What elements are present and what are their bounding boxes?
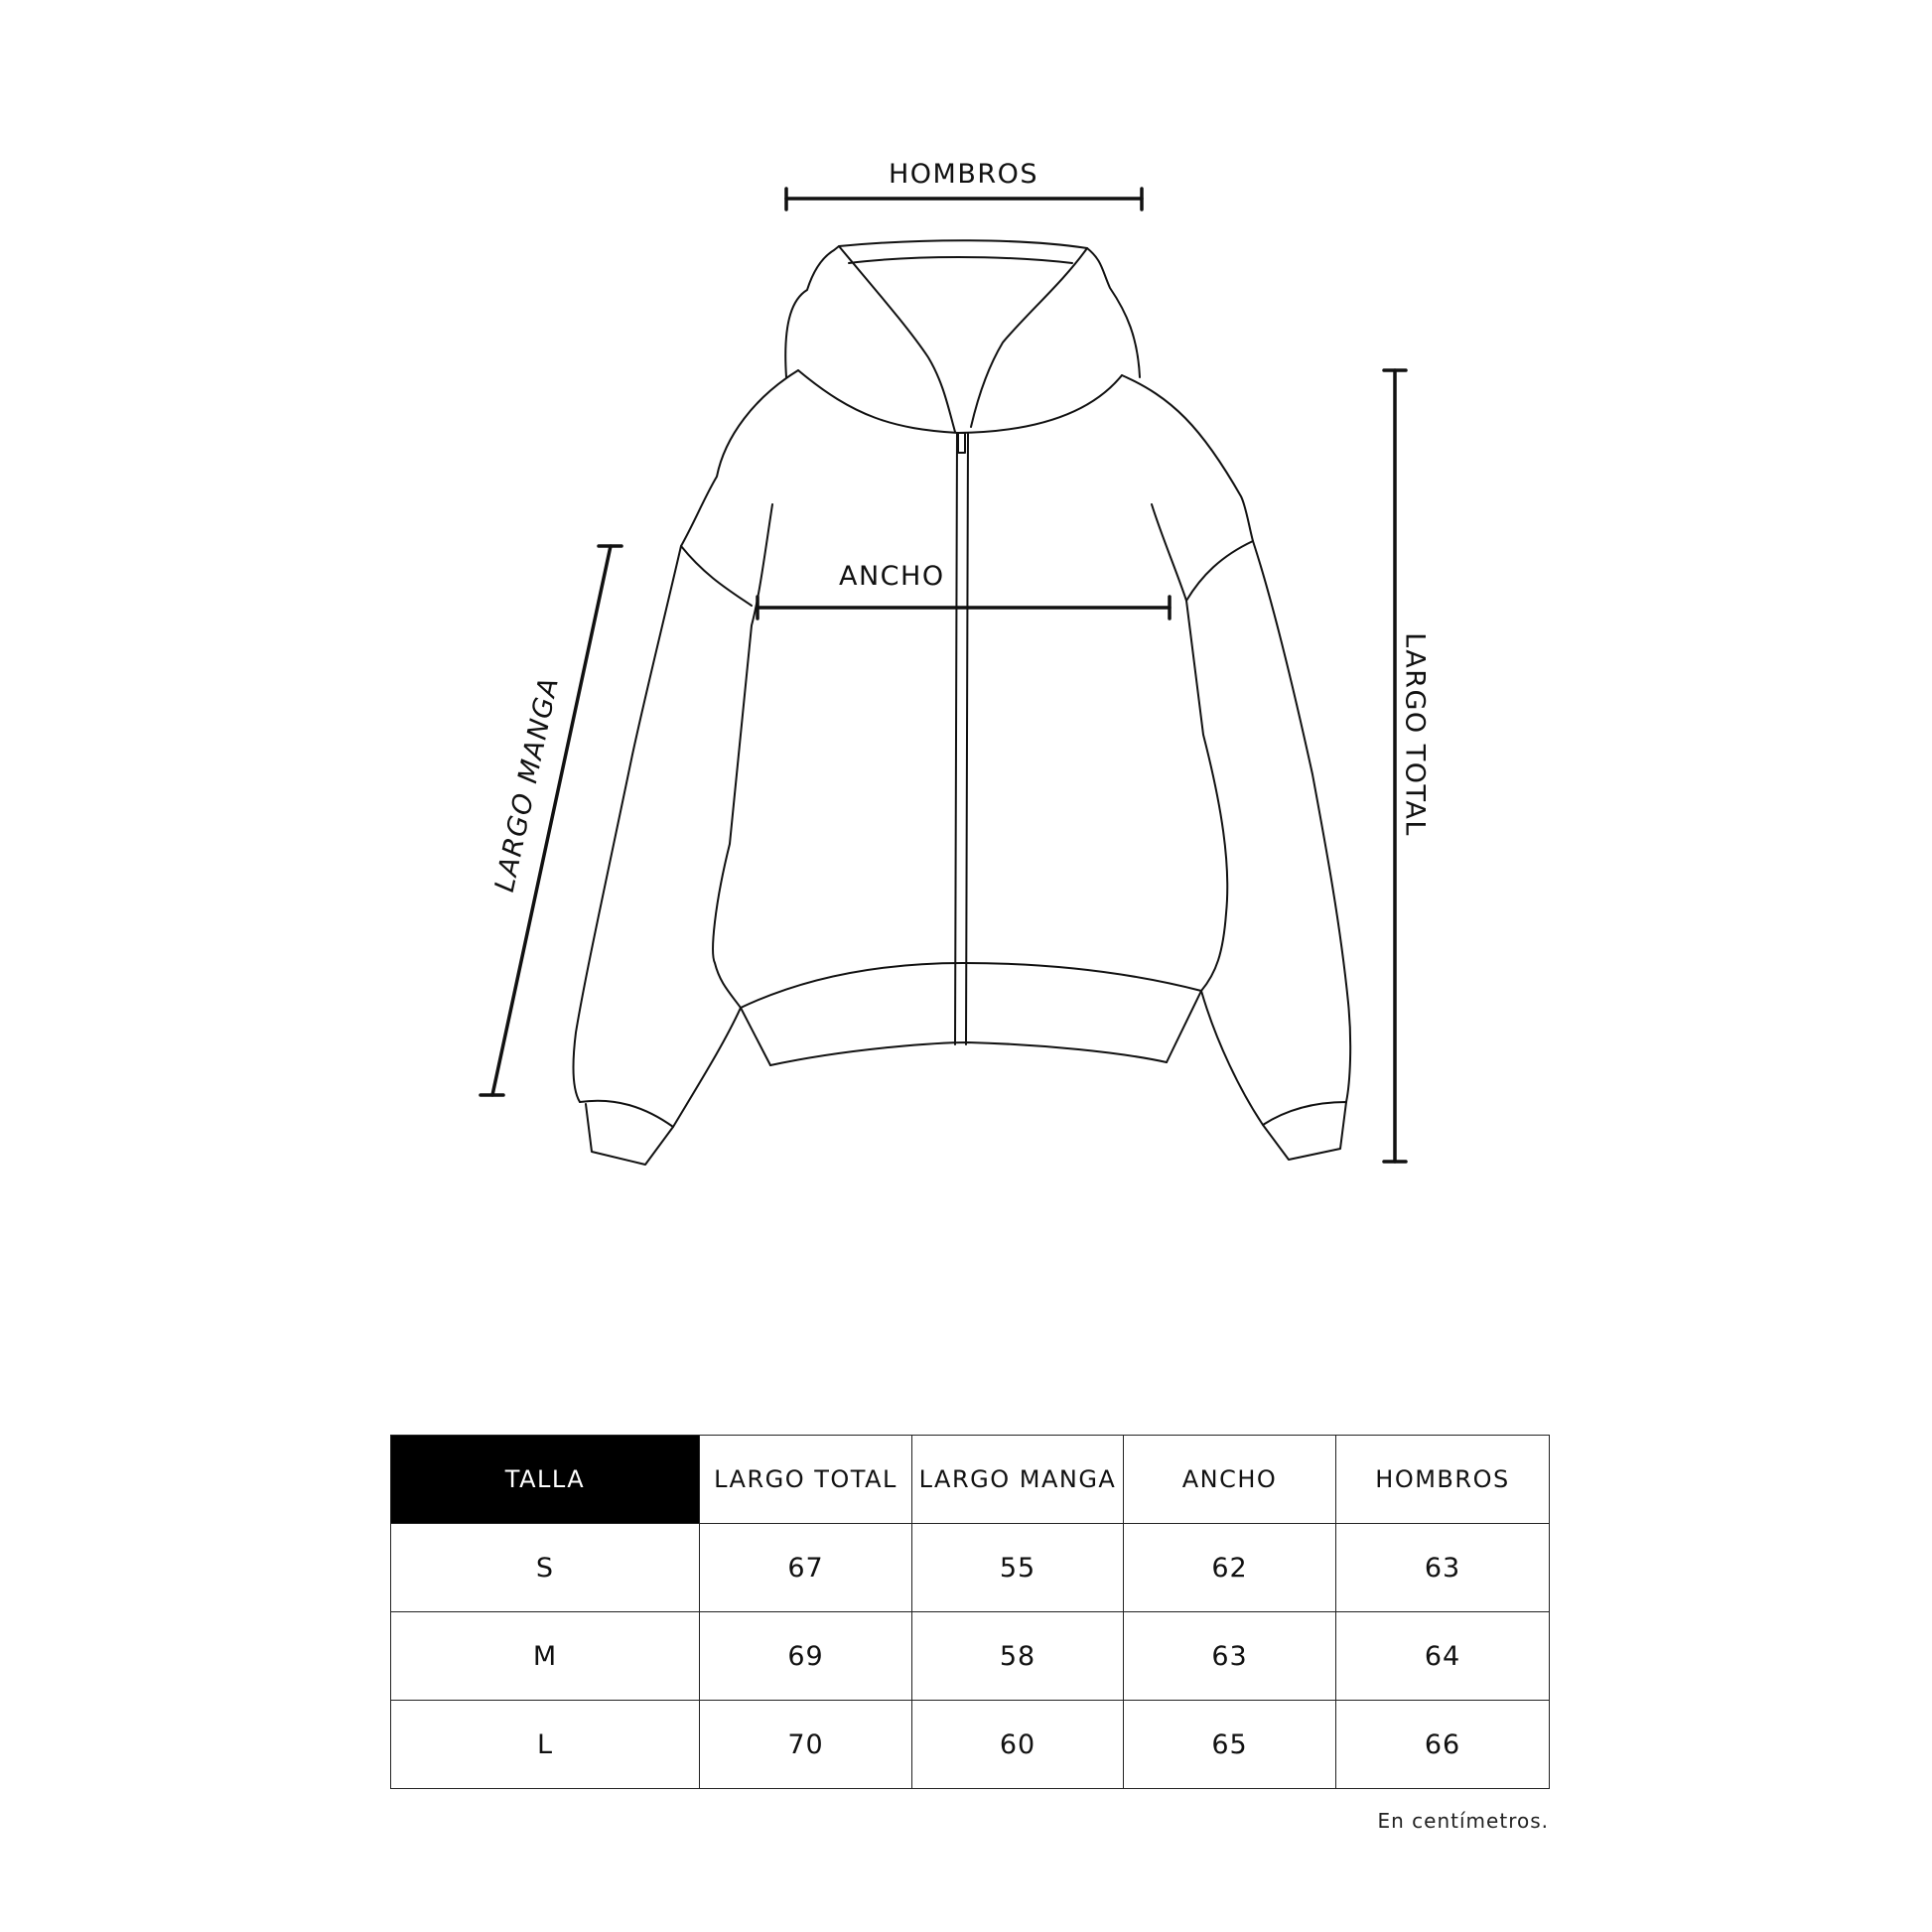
cell-largo-manga: 60: [912, 1701, 1124, 1789]
right-sleeve-outer: [1253, 541, 1350, 1102]
cell-largo-manga: 58: [912, 1612, 1124, 1701]
right-sleeve-inner: [1201, 991, 1263, 1125]
cell-talla: M: [391, 1612, 700, 1701]
table-row: [391, 1612, 1550, 1701]
zipper-line: [955, 433, 957, 1044]
zipper-pull: [958, 433, 965, 453]
header-largo-total: LARGO TOTAL: [700, 1436, 912, 1524]
table-header-row: [391, 1436, 1550, 1524]
header-largo-manga: LARGO MANGA: [912, 1436, 1124, 1524]
right-body-seam: [1152, 504, 1227, 991]
table-row: [391, 1701, 1550, 1789]
right-shoulder: [1122, 375, 1253, 541]
measure-largo-manga: [481, 546, 621, 1095]
right-cuff: [1263, 1102, 1346, 1160]
cell-largo-total: 70: [700, 1701, 912, 1789]
header-talla: TALLA: [391, 1436, 700, 1524]
measure-ancho: [758, 597, 1170, 619]
hood-opening: [839, 246, 955, 432]
unit-note: En centímetros.: [1377, 1809, 1549, 1833]
cell-hombros: 63: [1336, 1524, 1550, 1612]
cell-hombros: 64: [1336, 1612, 1550, 1701]
cell-largo-total: 67: [700, 1524, 912, 1612]
left-sleeve-inner: [673, 1008, 741, 1127]
label-largo-manga: LARGO MANGA: [488, 673, 566, 896]
zipper-line: [966, 433, 968, 1044]
left-shoulder: [681, 370, 798, 546]
cell-largo-total: 69: [700, 1612, 912, 1701]
hood-opening: [971, 248, 1087, 427]
label-hombros: HOMBROS: [889, 159, 1039, 190]
table-row: [391, 1524, 1550, 1612]
size-table: [390, 1435, 1550, 1789]
cell-talla: S: [391, 1524, 700, 1612]
neckline: [798, 370, 1122, 433]
header-ancho: ANCHO: [1124, 1436, 1336, 1524]
hood-outline: [785, 240, 1140, 377]
left-cuff: [580, 1101, 673, 1165]
cell-ancho: 62: [1124, 1524, 1336, 1612]
hood-rim: [849, 257, 1072, 263]
right-armhole: [1186, 541, 1253, 601]
cell-ancho: 63: [1124, 1612, 1336, 1701]
waistband-bottom: [770, 1042, 1167, 1065]
cell-hombros: 66: [1336, 1701, 1550, 1789]
cell-talla: L: [391, 1701, 700, 1789]
header-hombros: HOMBROS: [1336, 1436, 1550, 1524]
cell-ancho: 65: [1124, 1701, 1336, 1789]
measure-hombros: [786, 189, 1142, 209]
left-body-seam: [713, 504, 772, 1008]
left-sleeve-outer: [573, 546, 681, 1102]
label-ancho: ANCHO: [839, 561, 945, 592]
waistband-top: [741, 963, 1201, 1008]
cell-largo-manga: 55: [912, 1524, 1124, 1612]
left-armhole: [681, 546, 752, 606]
label-largo-total: LARGO TOTAL: [1399, 632, 1431, 837]
